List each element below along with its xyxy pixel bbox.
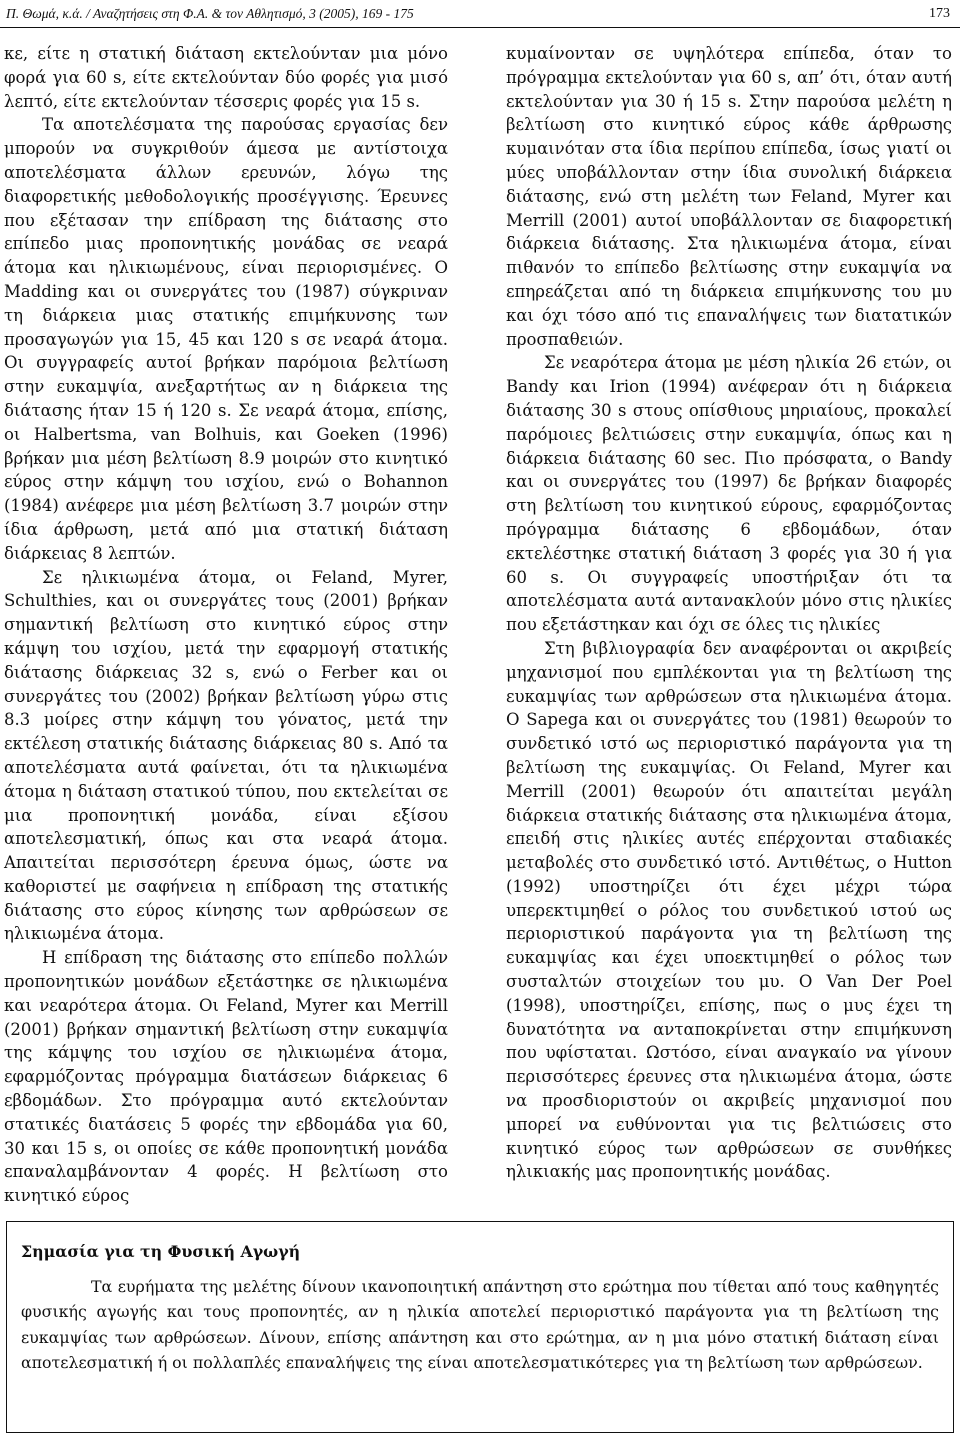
running-header xyxy=(6,0,950,22)
page-number: 173 xyxy=(929,6,950,21)
paragraph: Τα αποτελέσματα της παρούσας εργασίας δεν μπορούν να συγκριθούν άμεσα με αντίστοιχα αποτελέσματα άλλων ερευνών, λόγω της διαφορετικής μεθοδολογικής προσέγγισης. Έρευνες που εξέτασαν την επίδραση της διάτασης στο επίπεδο μιας προπονητικής μονάδας σε νεαρά άτομα και ηλικιωμένους, είναι περιορισμένες. Ο Madding και οι συνεργάτες του (1987) σύγκριναν τη διάρκεια μιας στατικής επιμήκυνσης των προσαγωγών για 15, 45 και 120 s σε νεαρά άτομα. Οι συγγραφείς αυτοί βρήκαν παρόμοια βελτίωση στην ευκαμψία, ανεξαρτήτως αν η διάρκεια της διάτασης ήταν 15 ή 120 s. Σε νεαρά άτομα, επίσης, οι Halbertsma, van Bolhuis, και Goeken (1996) βρήκαν μια μέση βελτίωση 8.9 μοιρών στο κινητικό εύρος στην κάμψη του ισχίου, ενώ ο Bohannon (1984) ανέφερε μια μέση βελτίωση 3.7 μοιρών στην ίδια άρθρωση, μετά από μια στατική διάταση διάρκειας 8 λεπτών. xyxy=(4,115,448,563)
header-divider xyxy=(0,27,960,28)
paragraph: Σε ηλικιωμένα άτομα, οι Feland, Myrer, Schulthies, και οι συνεργάτες τους (2001) βρήκαν σημαντική βελτίωση στο κινητικό εύρος στην κάμψη του ισχίου, μετά την εφαρμογή στατικής διάτασης διάρκειας 32 s, ενώ ο Ferber και οι συνεργάτες του (2002) βρήκαν βελτίωση γύρω στις 8.3 μοίρες στην κάμψη του γόνατος, μετά την εκτέλεση στατικής διάτασης διάρκειας 80 s. Από τα αποτελέσματα αυτά φαίνεται, ότι τα ηλικιωμένα άτομα η διάταση στατικού τύπου, που εκτελείται σε μια προπονητική μονάδα, είναι εξίσου αποτελεσματική, όπως και στα νεαρά άτομα. Απαιτείται περισσότερη έρευνα όμως, ώστε να καθοριστεί με σαφήνεια η επίδραση της στατικής διάτασης στο εύρος κίνησης των αρθρώσεων σε ηλικιωμένα άτομα. xyxy=(4,567,448,944)
box-title: Σημασία για τη Φυσική Αγωγή xyxy=(21,1242,301,1261)
left-column xyxy=(4,42,448,1208)
paragraph: Η επίδραση της διάτασης στο επίπεδο πολλών προπονητικών μονάδων εξετάστηκε σε ηλικιωμένα και νεαρότερα άτομα. Οι Feland, Myrer και Merrill (2001) βρήκαν σημαντική βελτίωση στην ευκαμψία της κάμψης του ισχίου σε ηλικιωμένα άτομα, εφαρμόζοντας πρόγραμμα διατάσεων διάρκειας 6 εβδομάδων. Στο πρόγραμμα αυτό εκτελούνταν στατικές διατάσεις 5 φορές την εβδομάδα για 60, 30 και 15 s, οι οποίες σε κάθε προπονητική μονάδα επαναλαμβάνονταν 4 φορές. Η βελτίωση στο κινητικό εύρος xyxy=(4,948,448,1206)
box-text: Τα ευρήματα της μελέτης δίνουν ικανοποιητική απάντηση στο ερώτημα που τίθεται από τους καθηγητές φυσικής αγωγής και τους προπονητές, αν η ηλικία αποτελεί περιοριστικό παράγοντα για τη βελτίωση της ευκαμψίας των αρθρώσεων. Δίνουν, επίσης απάντηση και στο ερώτημα, αν η μια μόνο στατική διάταση είναι αποτελεσματική ή οι πολλαπλές επαναλήψεις της είναι αποτελεσματικότερες για τη βελτίωση των αρθρώσεων. xyxy=(21,1276,939,1372)
right-column xyxy=(506,42,952,1184)
paragraph: Σε νεαρότερα άτομα με μέση ηλικία 26 ετών, οι Bandy και Irion (1994) ανέφεραν ότι η διάρκεια διάτασης 30 s στους οπίσθιους μηριαίους, προκαλεί παρόμοιες βελτιώσεις στην ευκαμψία, όπως και η διάρκεια διάτασης 60 sec. Πιο πρόσφατα, ο Bandy και οι συνεργάτες του (1997) δε βρήκαν διαφορές στη βελτίωση του κινητικού εύρους, εφαρμόζοντας πρόγραμμα διάτασης 6 εβδομάδων, όταν εκτελέστηκε στατική διάταση 3 φορές για 30 ή για 60 s. Οι συγγραφείς υποστήριξαν ότι τα αποτελέσματα αυτά αντανακλούν μόνο στις ηλικίες που εξετάστηκαν και όχι σε όλες τις ηλικίες xyxy=(506,353,952,635)
paragraph: Στη βιβλιογραφία δεν αναφέρονται οι ακριβείς μηχανισμοί που εμπλέκονται για τη βελτίωση της ευκαμψίας των αρθρώσεων στα ηλικιωμένα άτομα. Ο Sapega και οι συνεργάτες του (1981) θεωρούν το συνδετικό ιστό ως περιοριστικό παράγοντα για τη βελτίωση της ευκαμψίας. Οι Feland, Myrer και Merrill (2001) θεωρούν ότι απαιτείται μεγάλη διάρκεια στατικής διάτασης στα ηλικιωμένα άτομα, επειδή στις ηλικίες αυτές επέρχονται σταδιακές μεταβολές στο συνδετικό ιστό. Αντιθέτως, ο Hutton (1992) υποστηρίζει ότι έχει μέχρι τώρα υπερεκτιμηθεί ο ρόλος του συνδετικού ιστού ως περιοριστικού παράγοντα για τη βελτίωση της ευκαμψίας και έχει υποεκτιμηθεί ο ρόλος των συσταλτών στοιχείων του μυ. Ο Van Der Poel (1998), υποστηρίζει, επίσης, πως ο μυς έχει τη δυνατότητα να ανταποκρίνεται στην επιμήκυνση που υφίσταται. Ωστόσο, είναι αναγκαίο να γίνουν περισσότερες έρευνες στα ηλικιωμένα άτομα, ώστε να προσδιοριστούν οι ακριβείς μηχανισμοί που μπορεί να ευθύνονται για τις βελτιώσεις στο κινητικό εύρος των αρθρώσεων σε συνθήκες ηλικιακής μας προπονητικής μονάδας. xyxy=(506,638,952,1182)
paragraph: κε, είτε η στατική διάταση εκτελούνταν μια μόνο φορά για 60 s, είτε εκτελούνταν δύο φορές για μισό λεπτό, είτε εκτελούνταν τέσσερις φορές για 15 s. xyxy=(4,44,448,111)
physical-education-implications-box xyxy=(6,1221,954,1433)
journal-citation: Π. Θωμά, κ.ά. / Αναζητήσεις στη Φ.Α. & τον Αθλητισμό, 3 (2005), 169 - 175 xyxy=(6,6,414,21)
paragraph: κυμαίνονταν σε υψηλότερα επίπεδα, όταν το πρόγραμμα εκτελούνταν για 60 s, απ’ ότι, όταν αυτή εκτελούνταν για 30 ή 15 s. Στην παρούσα μελέτη η βελτίωση στο κινητικό εύρος κάθε άρθρωσης κυμαινόταν στα ίδια περίπου επίπεδα, ίσως γιατί οι μύες υποβάλλονταν στην ίδια συνολική διάρκεια διάτασης, ενώ στη μελέτη των Feland, Myrer και Merrill (2001) αυτοί υποβάλλονταν σε διαφορετική διάρκεια διάτασης. Στα ηλικιωμένα άτομα, είναι πιθανόν το επίπεδο βελτίωσης στην ευκαμψία να επηρεάζεται από τη διάρκεια επιμήκυνσης του μυ και όχι τόσο από τις επαναλήψεις των διατατικών προσπαθειών. xyxy=(506,44,952,349)
